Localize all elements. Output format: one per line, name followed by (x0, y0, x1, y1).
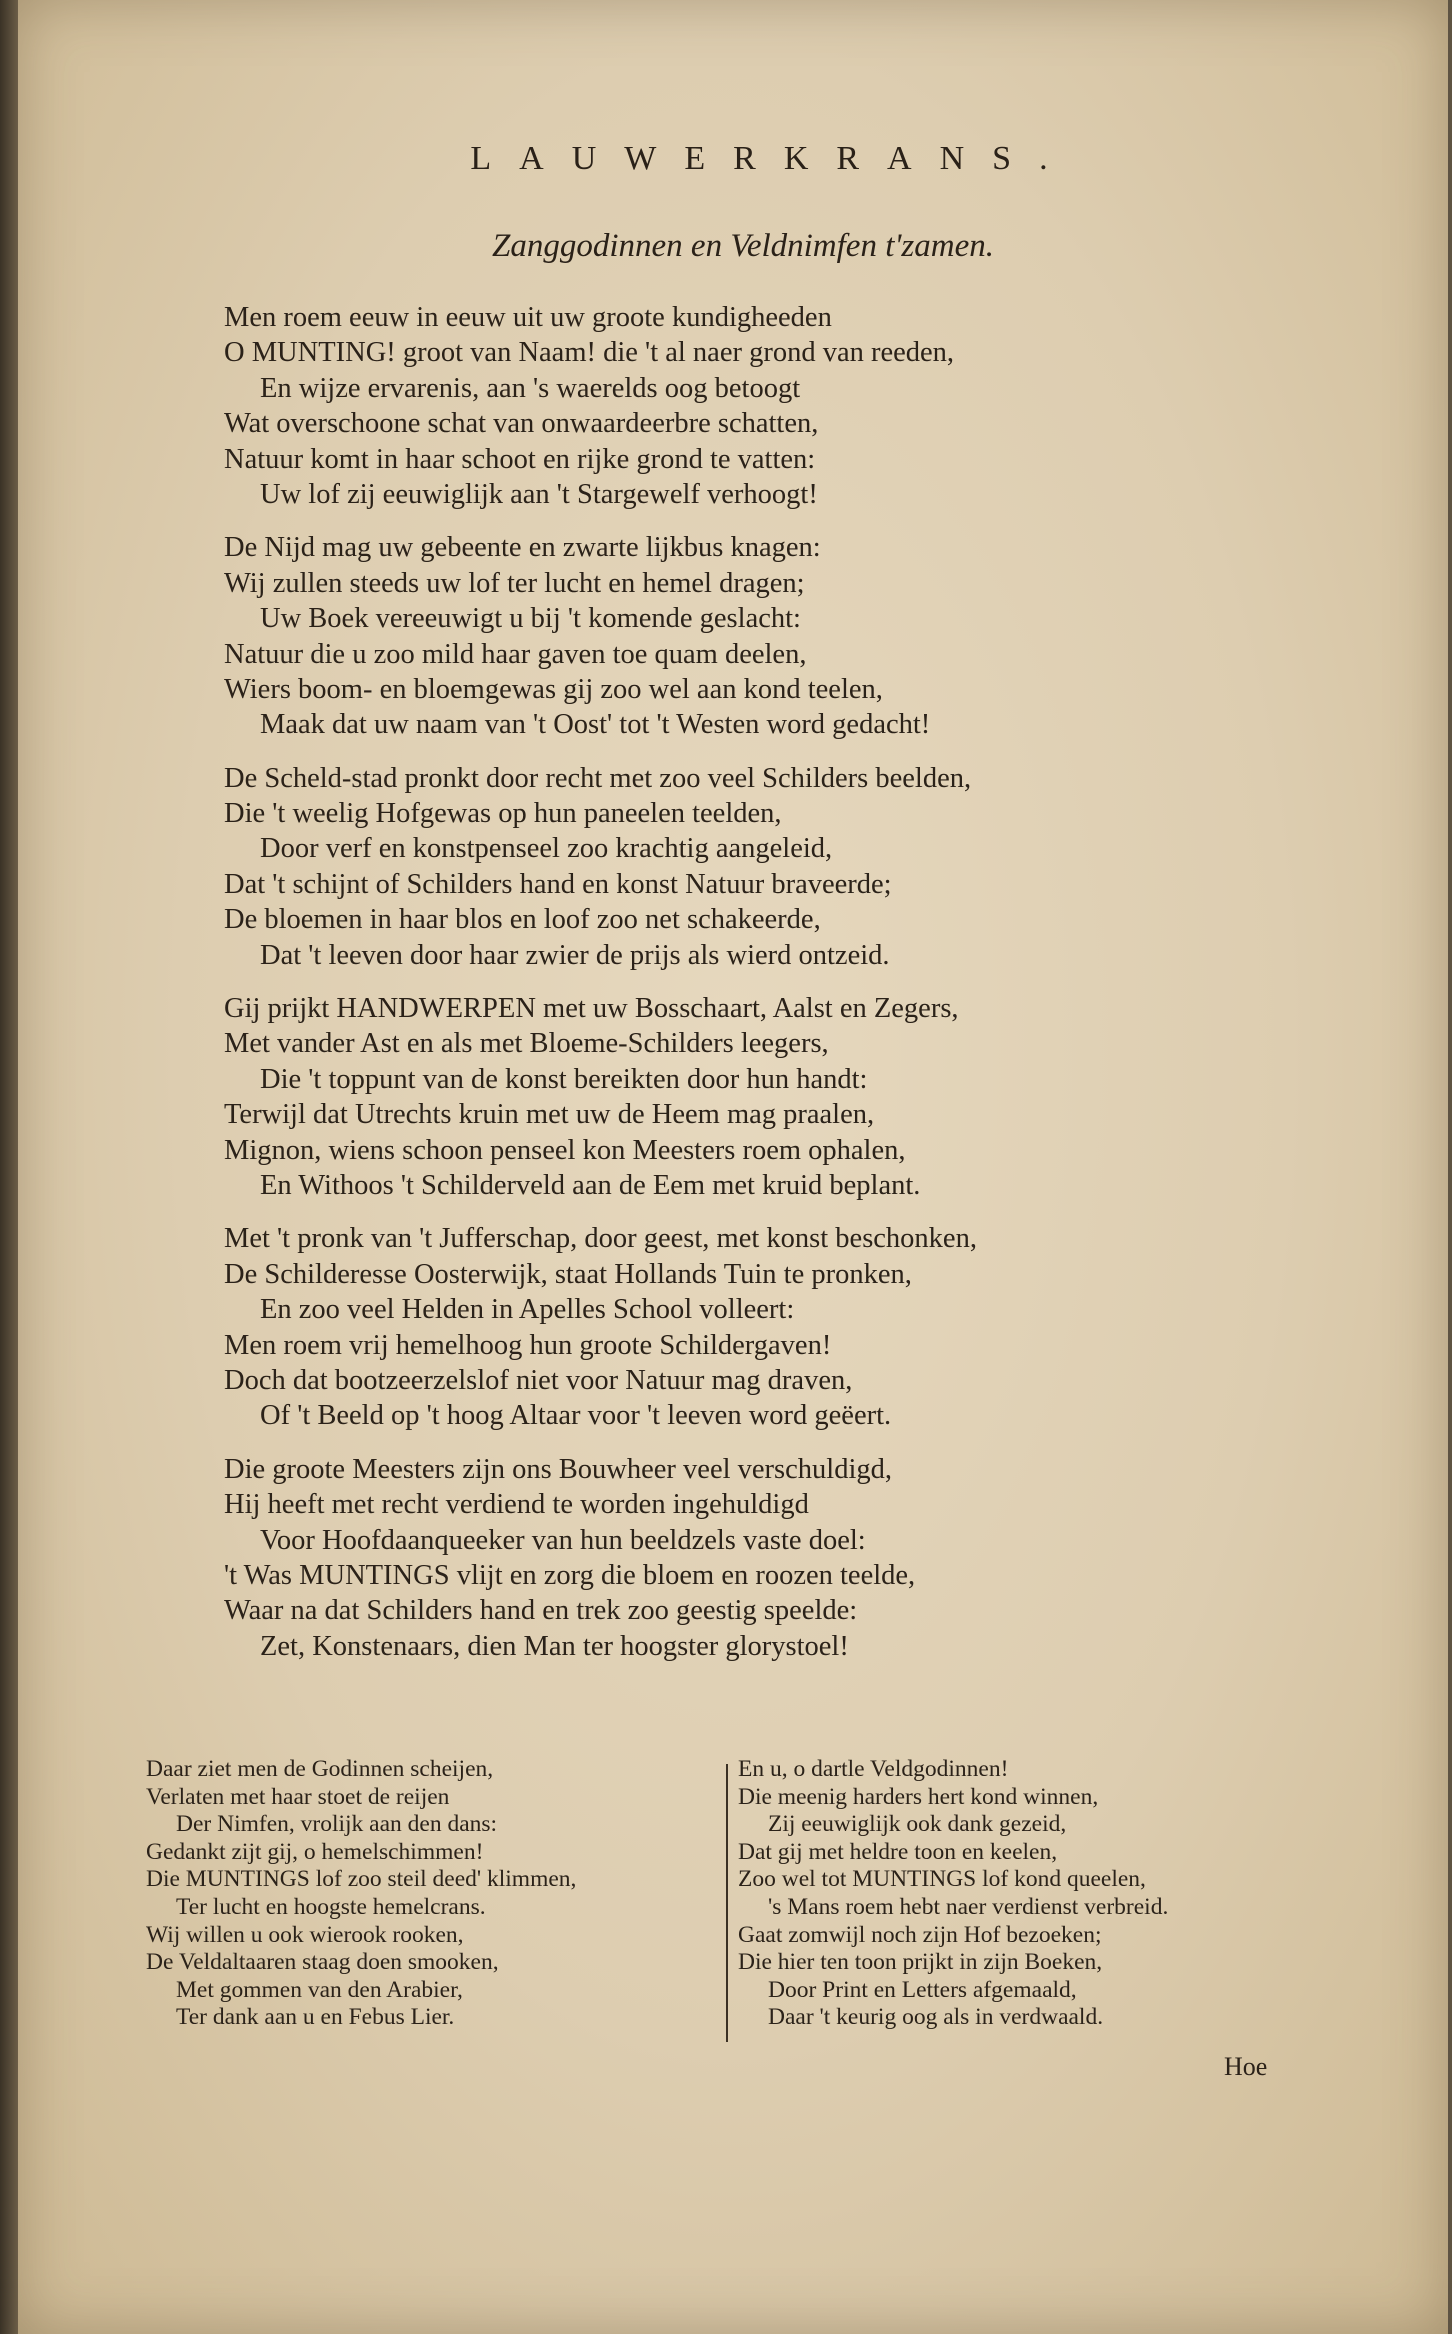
stanza (224, 1452, 1224, 1664)
verse-line: Hij heeft met recht verdiend te worden ingehuldigd (224, 1489, 809, 1521)
verse-line: Wij zullen steeds uw lof ter lucht en hemel dragen; (224, 567, 805, 599)
verse-line: Voor Hoofdaanqueeker van hun beeldzels vaste doel: (260, 1524, 866, 1556)
verse-line: Natuur komt in haar schoot en rijke grond te vatten: (224, 443, 816, 475)
column-divider (726, 1764, 728, 2042)
verse-line: En zoo veel Helden in Apelles School volleert: (260, 1294, 795, 1326)
verse-line: En wijze ervarenis, aan 's waerelds oog betoogt (260, 372, 801, 404)
verse-line: 's Mans roem hebt naer verdienst verbreid. (768, 1893, 1169, 1920)
stanza (224, 1221, 1224, 1433)
verse-line: Mignon, wiens schoon penseel kon Meesters roem ophalen, (224, 1134, 906, 1166)
verse-line: Zoo wel tot MUNTINGS lof kond queelen, (738, 1866, 1146, 1893)
verse-line: Verlaten met haar stoet de reijen (146, 1783, 450, 1810)
verse-line: Doch dat bootzeerzelslof niet voor Natuur mag draven, (224, 1364, 853, 1396)
verse-line: Of 't Beeld op 't hoog Altaar voor 't leeven word geëert. (260, 1400, 892, 1432)
verse-line: Natuur die u zoo mild haar gaven toe quam deelen, (224, 638, 807, 670)
verse-line: Uw Boek vereeuwigt u bij 't komende geslacht: (260, 603, 801, 635)
verse-line: De Schilderesse Oosterwijk, staat Hollands Tuin te pronken, (224, 1258, 912, 1290)
verse-line: Wij willen u ook wierook rooken, (146, 1921, 464, 1948)
running-head: LAUWERKRANS. (470, 140, 1076, 177)
catchword: Hoe (1224, 2052, 1268, 2081)
verse-line: Door verf en konstpenseel zoo krachtig aangeleid, (260, 833, 833, 865)
book-page (18, 0, 1448, 2334)
verse-line: Men roem vrij hemelhoog hun groote Schildergaven! (224, 1329, 832, 1361)
verse-line: Men roem eeuw in eeuw uit uw groote kundigheeden (224, 302, 832, 333)
verse-line: Daar ziet men de Godinnen scheijen, (146, 1756, 494, 1782)
verse-line: Met 't pronk van 't Jufferschap, door geest, met konst beschonken, (224, 1223, 977, 1255)
verse-line: Uw lof zij eeuwiglijk aan 't Stargewelf verhoogt! (260, 478, 818, 510)
stanza (224, 991, 1224, 1203)
verse-line: Dat 't leeven door haar zwier de prijs als wierd ontzeid. (260, 939, 890, 971)
verse-line: Terwijl dat Utrechts kruin met uw de Heem mag praalen, (224, 1099, 875, 1131)
verse-line: Ter dank aan u en Febus Lier. (176, 2004, 455, 2031)
verse-line: Die hier ten toon prijkt in zijn Boeken, (738, 1949, 1103, 1976)
verse-line: Dat gij met heldre toon en keelen, (738, 1838, 1058, 1865)
verse-line: Gaat zomwijl noch zijn Hof bezoeken; (738, 1921, 1102, 1948)
verse-line: Met gommen van den Arabier, (176, 1976, 463, 2003)
verse-line: Die MUNTINGS lof zoo steil deed' klimmen, (146, 1866, 577, 1893)
stanza (224, 300, 1224, 512)
left-column (146, 1756, 706, 2032)
section-title: Zanggodinnen en Veldnimfen t'zamen. (492, 228, 994, 264)
verse-line: Zet, Konstenaars, dien Man ter hoogster glorystoel! (260, 1630, 849, 1662)
main-poem (224, 300, 1224, 1682)
verse-line: De bloemen in haar blos en loof zoo net schakeerde, (224, 904, 821, 936)
verse-line: Die 't toppunt van de konst bereikten door hun handt: (260, 1063, 868, 1095)
verse-line: Daar 't keurig oog als in verdwaald. (768, 2004, 1104, 2031)
verse-line: En u, o dartle Veldgodinnen! (738, 1756, 1009, 1782)
verse-line: Gedankt zijt gij, o hemelschimmen! (146, 1838, 484, 1865)
stanza (224, 530, 1224, 742)
verse-line: Met vander Ast en als met Bloeme-Schilders leegers, (224, 1028, 829, 1060)
verse-line: Waar na dat Schilders hand en trek zoo geestig speelde: (224, 1595, 858, 1627)
verse-line: Die meenig harders hert kond winnen, (738, 1783, 1099, 1810)
stanza (224, 761, 1224, 973)
verse-line: En Withoos 't Schilderveld aan de Eem met kruid beplant. (260, 1169, 921, 1201)
verse-line: De Scheld-stad pronkt door recht met zoo veel Schilders beelden, (224, 762, 972, 794)
verse-line: De Nijd mag uw gebeente en zwarte lijkbus knagen: (224, 532, 821, 564)
verse-line: Wiers boom- en bloemgewas gij zoo wel aan kond teelen, (224, 673, 883, 705)
verse-line: Door Print en Letters afgemaald, (768, 1976, 1077, 2003)
verse-line: 't Was MUNTINGS vlijt en zorg die bloem en roozen teelde, (224, 1559, 916, 1591)
verse-line: O MUNTING! groot van Naam! die 't al naer grond van reeden, (224, 337, 955, 369)
verse-line: Dat 't schijnt of Schilders hand en konst Natuur braveerde; (224, 868, 892, 900)
verse-line: De Veldaltaaren staag doen smooken, (146, 1949, 499, 1976)
verse-line: Die groote Meesters zijn ons Bouwheer veel verschuldigd, (224, 1453, 892, 1485)
verse-line: Gij prijkt HANDWERPEN met uw Bosschaart, Aalst en Zegers, (224, 993, 959, 1025)
verse-line: Der Nimfen, vrolijk aan den dans: (176, 1811, 498, 1838)
verse-line: Ter lucht en hoogste hemelcrans. (176, 1893, 486, 1920)
verse-line: Wat overschoone schat van onwaardeerbre schatten, (224, 408, 819, 440)
right-column (738, 1756, 1298, 2032)
book-gutter (0, 0, 18, 2334)
verse-line: Maak dat uw naam van 't Oost' tot 't Westen word gedacht! (260, 709, 931, 741)
verse-line: Zij eeuwiglijk ook dank gezeid, (768, 1811, 1067, 1838)
verse-line: Die 't weelig Hofgewas op hun paneelen teelden, (224, 798, 782, 830)
